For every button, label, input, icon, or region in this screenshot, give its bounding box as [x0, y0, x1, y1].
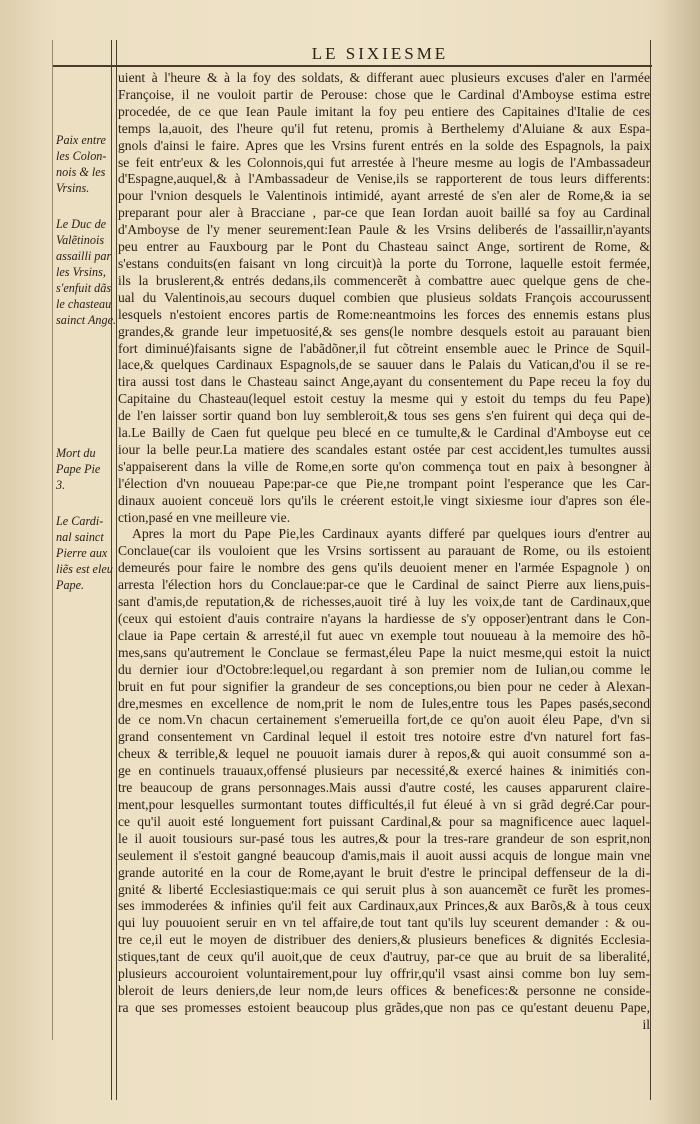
- body-text-line: mes,sans qu'autrement le Conclaue se fermast,éleu Pape la nuict mesme,qui estoit la nuict: [118, 644, 650, 660]
- margin-note-line: Paix entre: [56, 133, 106, 147]
- margin-note-line: les Vrsins,: [56, 265, 106, 279]
- page-binding-shadow: [660, 0, 700, 1124]
- body-text-line: lace,& quelques Cardinaux Espagnols,de se sauuer dans le Palais du Vatican,d'ou il se re-: [118, 357, 650, 373]
- margin-note-line: Vrsins.: [56, 181, 90, 195]
- body-text-line: Apres la mort du Pape Pie,les Cardinaux ayants differé par quelques iours d'entrer au: [132, 526, 650, 542]
- body-text-line: tre beaucoup de grans personnages.Mais aussi d'autre costé, les causes apparurent claire-: [118, 780, 650, 796]
- body-text-line: grand consentement vn Cardinal lequel il estoit tres notoire estre d'vn naturel fort fas-: [118, 729, 650, 745]
- body-text-line: ual du Valentinois,au secours duquel combien que plusieus soldats François accourussent: [118, 289, 650, 305]
- margin-note-line: Pape.: [56, 578, 85, 592]
- body-text-line: bruit en fut pour signifier la grandeur de ses conceptions,ou bien pour ne ceder à Alexan-: [118, 678, 650, 694]
- body-text-line: ils la bruslerent,& entrés dedans,ils commencerẽt à combattre auec quelque gens de che-: [118, 272, 650, 288]
- body-text-line: dre,mesmes en excellence de nom,prit le nom de Iules,entre tous les Papes pasés,second: [118, 695, 650, 711]
- body-text-line: qui luy pouuoient seruir en vn tel affaire,de tout tant qu'ils luy sceurent demander : & ou-: [118, 915, 650, 931]
- body-text-line: demeurés pour faire le nombre des gens qu'ils deuoient mener en l'armée Espagnole ) on: [118, 560, 650, 576]
- body-text-line: ction,pasé en vne meilleure vie.: [118, 509, 291, 525]
- body-text-line: claue ia Pape certain & arresté,il fut auec vn exemple tout nouueau à la memoire des hõ-: [118, 627, 650, 643]
- left-edge-rule: [52, 40, 53, 1040]
- body-text-line: arresta l'élection hors du Conclaue:par-ce que le Cardinal de sainct Pierre aux liens,puis-: [118, 577, 650, 593]
- body-text-line: se feit entr'eux & les Colonnois,qui fut arrestée à l'heure mesme au logis de l'Ambassadeur: [118, 154, 650, 170]
- margin-note-death-pius: [56, 445, 114, 493]
- body-text-line: tira aussi tost dans le Chasteau sainct Ange,ayant du consentement du Pape receu la foy du: [118, 374, 650, 390]
- running-head: LE SIXIESME: [311, 44, 449, 63]
- body-text-line: d'Espagne,auquel,& à l'Ambassadeur de Venise,ils se rapporterent de tous leurs differents:: [118, 171, 650, 187]
- body-text-line: Françoise, il ne vouloit partir de Perouse: chose que le Cardinal d'Amboyse estima estre: [118, 86, 650, 102]
- margin-note-line: Le Cardi-: [56, 514, 104, 528]
- margin-note-line: Pape Pie: [56, 462, 101, 476]
- margin-note-line: nal sainct: [56, 530, 104, 544]
- header-rule: [52, 65, 652, 67]
- body-text-line: procedée, de ce que Iean Paule imitant la foy peu entiere des Capitaines d'Italie de ces: [118, 103, 650, 119]
- body-text-line: tre ce,il eut le moyen de distribuer des deniers,& plusieurs benefices & dignités Ecclesia-: [118, 932, 650, 948]
- body-text-line: grandes,& grande leur impetuosité,& ses gens(le nombre desquels estoit au parauant bien: [118, 323, 650, 339]
- margin-note-line: les Colon-: [56, 149, 107, 163]
- body-text-line: pour l'vnion desquels le Valentinois intimidé, ayant arresté de s'en aler de Rome,& ia se: [118, 188, 650, 204]
- body-text-line: ses immoderées & infinies qu'il feit aux Cardinaux,aux Princes,& aux Barõs,& à tous ceux: [118, 898, 650, 914]
- body-text-line: de ce nom.Vn chacun certainement s'emerueilla fort,de ce qu'on auoit éleu Pape, d'vn si: [118, 712, 650, 728]
- body-text-line: lesquels n'estoient encores partis de Rome:neantmoins les forces des ennemis estans plus: [118, 306, 650, 322]
- body-text-line: s'appaiserent dans la ville de Rome,en sorte qu'on commença tout en paix à besongner à: [118, 458, 650, 474]
- body-text-line: (ceux qui estoient d'auis contraire n'ayans la hardiesse de s'y opposer)entrant dans le Con-: [118, 611, 650, 626]
- body-text-line: dinaux auoient conceuë lors qu'ils le créerent estoit,le vingt sixiesme iour d'apres son éle-: [118, 492, 650, 508]
- body-text-line: bleroit de leurs deniers,de leur nom,de leurs offices & benefices:& personne ne conside-: [118, 982, 650, 998]
- right-column-rule: [650, 40, 651, 1100]
- body-text-line: ra que ses promesses estoient beaucoup plus grãdes,que non pas ce qu'estant deuenu Pape,: [118, 999, 650, 1015]
- body-text-line: gnols d'ainsi le faire. Apres que les Vrsins furent entrés en la solde des Espagnols, la paix: [118, 137, 650, 153]
- body-text-line: le il auoit tousiours sur-pasé tous les autres,& pour la tres-rare grandeur de son esprit,non: [118, 830, 650, 846]
- body-text-line: Capitaine du Chasteau(lequel estoit cestuy la mesme qui y estoit du temps du feu Pape): [118, 391, 650, 407]
- body-text-line: preparant pour aler à Bracciane , par-ce que Iean Iordan auoit baillé sa foy au Cardinal: [118, 205, 650, 221]
- margin-note-valentinois: [56, 216, 117, 328]
- body-text-line: sant d'amis,de reputation,& de richesses,auoit tiré à luy les voix,de tant de Cardinaux,que: [118, 594, 650, 610]
- margin-note-line: Le Duc de: [56, 217, 107, 231]
- margin-note-line: assailli par: [56, 249, 112, 263]
- body-text-line: iour la belle peur.La matiere des scandales estant ostée par cest accident,les tumultes aussi: [118, 441, 650, 457]
- body-text-line: gnité & liberté Ecclesiastique:mais ce qui seruit plus à son auancemẽt ce furẽt les promes-: [118, 881, 650, 897]
- body-text-line: ce qu'il auoit esté longuement fort puissant Cardinal,& pour sa magnificence auec laquel-: [118, 813, 650, 829]
- body-text-line: fort diminué)faisants signe de l'abãdõner,il fut cõtreint ensemble auec le Prince de Squil-: [118, 340, 650, 356]
- margin-note-cardinal-elected: [56, 513, 114, 593]
- body-text-line: cheux & terrible,& lequel ne pouuoit iamais durer à repos,& qui auoit consummé son a-: [118, 746, 650, 762]
- margin-note-line: liẽs est eleu: [56, 562, 113, 576]
- margin-note-line: 3.: [56, 478, 66, 492]
- body-text-line: peu entrer au Fauxbourg par le Pont du Chasteau sainct Ange, sortirent de Rome, &: [118, 239, 650, 255]
- margin-note-line: le chasteau: [56, 297, 112, 311]
- margin-note-line: s'enfuit dãs: [56, 281, 112, 295]
- body-text-line: s'estans conduits(en faisant vn long circuit)à la porte du Torrone, laquelle estoit fermée,: [118, 255, 650, 271]
- body-text-line: ge en continuels trauaux,offensé plusieurs par necessité,& exercé haines & inimitiés con-: [118, 763, 650, 779]
- margin-note-line: Valẽtinois: [56, 233, 105, 247]
- margin-note-line: nois & les: [56, 165, 106, 179]
- body-text-line: temps la,auoit, des l'heure qu'il fut retenu, promis à Berthelemy d'Aluiane & aux Espa-: [118, 120, 650, 136]
- body-text-line: d'Amboyse de l'y mener seurement:Iean Paule & les Vrsins deliberés de l'assaillir,n'ayants: [118, 222, 650, 238]
- body-text-line: Conclaue(car ils vouloient que les Vrsins sortissent au parauant de Rome, ou ils estoient: [118, 543, 650, 559]
- body-text-line: stiques,tant de ceux qu'il auoit,que de ceux d'autruy, par-ce que au bruit de sa liberalité,: [118, 949, 650, 965]
- margin-note-line: Mort du: [56, 446, 96, 460]
- body-text-line: seulement il s'estoit gangné beaucoup d'amis,mais il auoit aussi acquis de longue main vne: [118, 847, 650, 863]
- margin-note-line: Pierre aux: [56, 546, 108, 560]
- catchword: il: [642, 1016, 650, 1032]
- body-text-line: plusieurs accouroient voluntairement,pour luy offrir,qu'il vsast ainsi comme bon luy sem-: [118, 966, 650, 982]
- body-text-line: l'élection d'vn nouueau Pape:par-ce que Pie,ne trompant point l'esperance que les Car-: [118, 475, 650, 491]
- body-text-line: du dernier iour d'Octobre:lequel,ou regardant à son premier nom de Iulian,ou comme le: [118, 661, 650, 677]
- body-text-line: uient à l'heure & à la foy des soldats, & differant auec plusieurs excuses d'aler en l'armée: [118, 70, 650, 85]
- body-text-line: ment,pour lesquelles surmontant toutes difficultés,il fut éleué à vn si grãd degré.Car pour-: [118, 796, 650, 812]
- body-text-line: la.Le Bailly de Caen fut quelque peu blecé en ce tumulte,& le Cardinal d'Amboyse eut ce: [118, 425, 650, 441]
- body-text-line: grande autorité en la cour de Rome,ayant le bruit d'estre le principal deffenseur de la di-: [118, 864, 650, 880]
- margin-note-peace: [56, 132, 114, 196]
- margin-column-rule-inner: [116, 40, 117, 1100]
- body-text-line: de l'en laisser sortir quand bon luy sembleroit,& tous ses gens s'en fuirent qui deça qui de-: [118, 408, 650, 424]
- margin-note-line: sainct Ange.: [56, 313, 117, 327]
- body-text: [118, 70, 650, 1034]
